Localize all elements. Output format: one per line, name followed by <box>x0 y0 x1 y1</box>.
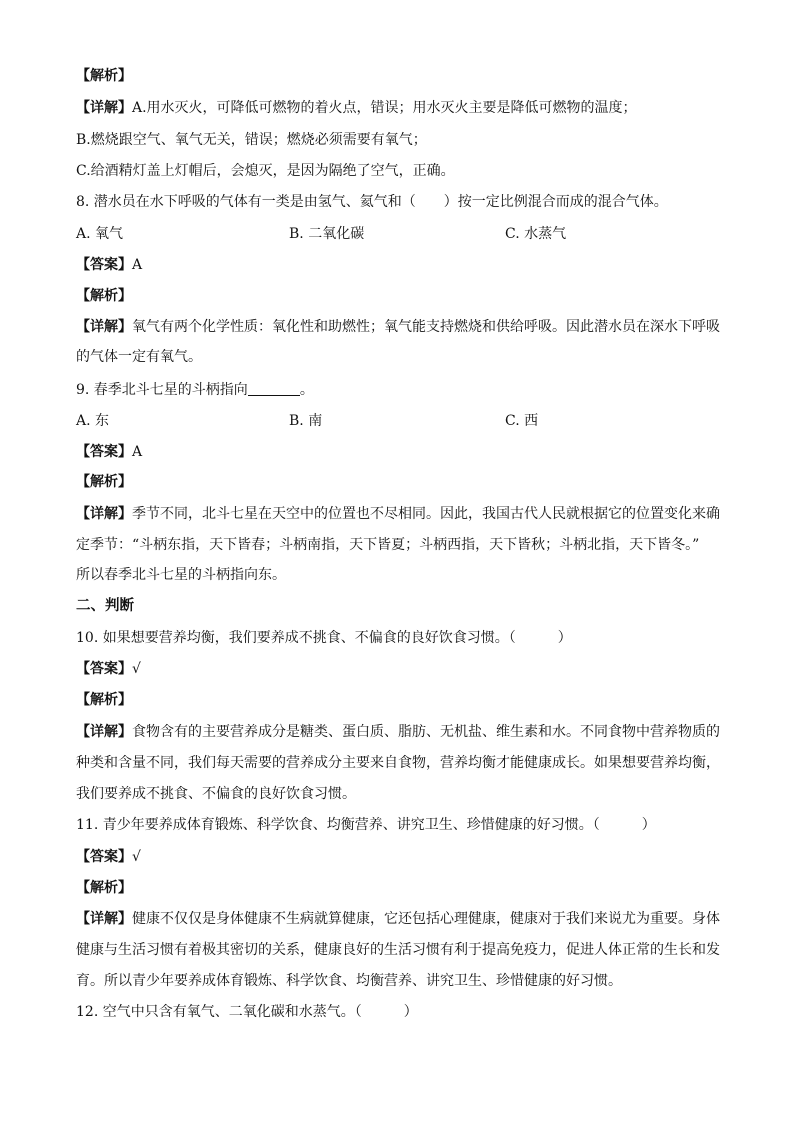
answer-value: √ <box>132 661 141 677</box>
q9-option-a: A. 东 <box>76 413 110 429</box>
detail-line-b: B.燃烧跟空气、氧气无关，错误；燃烧必须需要有氧气； <box>76 132 427 148</box>
q11-detail-2: 健康与生活习惯有着极其密切的关系，健康良好的生活习惯有利于提高免疫力，促进人体正常的生长和发 <box>76 942 720 958</box>
q8-option-a: A. 氧气 <box>76 226 124 242</box>
detail-text: 健康不仅仅是身体健康不生病就算健康，它还包括心理健康，健康对于我们来说尤为重要。身体 <box>132 911 720 927</box>
answer-label: 【答案】 <box>76 661 132 677</box>
answer-value: A <box>132 257 143 273</box>
q11-answer <box>76 847 726 867</box>
q9-stem-end: 。 <box>299 382 314 398</box>
q10-analysis-label: 【解析】 <box>76 692 132 708</box>
detail-text: 食物含有的主要营养成分是糖类、蛋白质、脂肪、无机盐、维生素和水。不同食物中营养物质的 <box>132 724 720 740</box>
fill-blank <box>248 381 300 396</box>
q10-detail-3: 我们要养成不挑食、不偏食的良好饮食习惯。 <box>76 786 356 802</box>
q11-analysis-label: 【解析】 <box>76 880 132 896</box>
q9-answer <box>76 442 726 462</box>
question-8: 8. 潜水员在水下呼吸的气体有一类是由氢气、氦气和（ ）按一定比例混合而成的混合气体。 <box>76 194 668 210</box>
q11-detail-3: 育。所以青少年要养成体育锻炼、科学饮食、均衡营养、讲究卫生、珍惜健康的好习惯。 <box>76 973 622 989</box>
q8-answer <box>76 255 726 275</box>
question-9 <box>76 380 726 400</box>
q9-analysis-label: 【解析】 <box>76 474 132 490</box>
detail-line <box>76 98 726 118</box>
question-11: 11. 青少年要养成体育锻炼、科学饮食、均衡营养、讲究卫生、珍惜健康的好习惯。（ ） <box>76 817 656 833</box>
q9-detail-3: 所以春季北斗七星的斗柄指向东。 <box>76 567 286 583</box>
answer-value: A <box>132 444 143 460</box>
detail-line-c: C.给酒精灯盖上灯帽后，会熄灭，是因为隔绝了空气，正确。 <box>76 163 455 179</box>
detail-text: 氧气有两个化学性质：氧化性和助燃性；氧气能支持燃烧和供给呼吸。因此潜水员在深水下呼吸 <box>132 319 720 335</box>
q9-detail-2: 定季节：“斗柄东指，天下皆春；斗柄南指，天下皆夏；斗柄西指，天下皆秋；斗柄北指，天下皆冬。” <box>76 537 700 553</box>
q8-detail-2: 的气体一定有氧气。 <box>76 349 202 365</box>
question-10: 10. 如果想要营养均衡，我们要养成不挑食、不偏食的良好饮食习惯。（ ） <box>76 630 572 646</box>
q8-option-b: B. 二氧化碳 <box>289 226 365 242</box>
q9-option-b: B. 南 <box>289 413 323 429</box>
answer-label: 【答案】 <box>76 444 132 460</box>
q10-detail-2: 种类和含量不同，我们每天需要的营养成分主要来自食物，营养均衡才能健康成长。如果想要营养均衡， <box>76 755 720 771</box>
answer-label: 【答案】 <box>76 257 132 273</box>
q10-answer <box>76 659 726 679</box>
q8-detail-1 <box>76 317 726 337</box>
detail-label: 【详解】 <box>76 506 132 522</box>
detail-label: 【详解】 <box>76 100 132 116</box>
q9-option-c: C. 西 <box>505 413 539 429</box>
answer-label: 【答案】 <box>76 849 132 865</box>
q8-analysis-label: 【解析】 <box>76 288 132 304</box>
section-heading: 二、判断 <box>76 597 134 614</box>
detail-label: 【详解】 <box>76 911 132 927</box>
q9-detail-1 <box>76 504 726 524</box>
detail-text: A.用水灭火，可降低可燃物的着火点，错误；用水灭火主要是降低可燃物的温度； <box>132 100 637 116</box>
question-12: 12. 空气中只含有氧气、二氧化碳和水蒸气。（ ） <box>76 1004 418 1020</box>
analysis-label: 【解析】 <box>76 68 132 84</box>
q11-detail-1 <box>76 909 726 929</box>
detail-text: 季节不同，北斗七星在天空中的位置也不尽相同。因此，我国古代人民就根据它的位置变化来确 <box>132 506 720 522</box>
detail-label: 【详解】 <box>76 319 132 335</box>
answer-value: √ <box>132 849 141 865</box>
q9-stem: 9. 春季北斗七星的斗柄指向 <box>76 382 248 398</box>
detail-label: 【详解】 <box>76 724 132 740</box>
q8-option-c: C. 水蒸气 <box>505 226 567 242</box>
q10-detail-1 <box>76 722 726 742</box>
